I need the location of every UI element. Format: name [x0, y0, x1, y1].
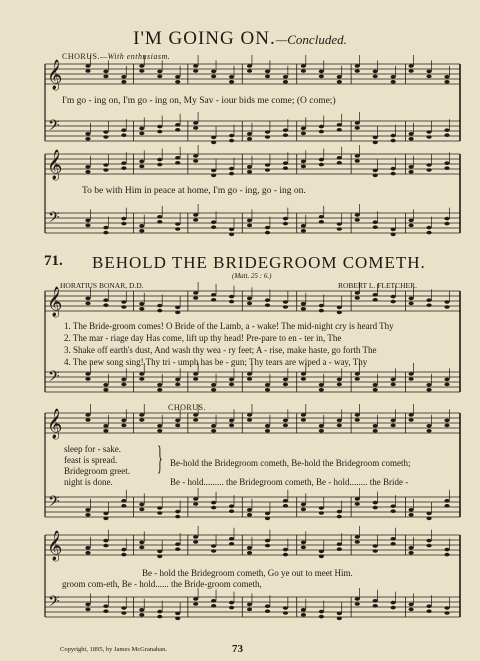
chorus-lyrics-b: Be - hold......... the Bridegroom cometh, Be - hold........ the Bride -	[170, 477, 409, 487]
treble-notes-2	[85, 145, 449, 177]
page-number: 73	[232, 643, 243, 655]
bass-notes-2	[85, 204, 449, 236]
chorus-label-1	[62, 52, 170, 61]
treble-clef-4: 𝄞	[47, 409, 63, 439]
lyrics-line-2: To be with Him in peace at home, I'm go - ing, go - ing on.	[82, 186, 306, 196]
lyrics-bottom-a: Be - hold the Bridegroom cometh, Go ye out to meet Him.	[142, 568, 353, 578]
bass-staff-2	[45, 213, 460, 233]
treble-notes-5	[85, 526, 449, 558]
treble-clef-1: 𝄞	[47, 60, 63, 90]
verse-brace: }	[157, 440, 163, 477]
chorus-direction: —With enthusiasm.	[99, 52, 171, 61]
lyrics-line-1: I'm go - ing on, I'm go - ing on, My Sav - iour bids me come; (O come;)	[62, 96, 336, 106]
lyrics-bottom-b: groom com-eth, Be - hold...... the Bride-groom cometh,	[62, 579, 262, 589]
treble-clef-5: 𝄞	[47, 531, 63, 561]
verse-4: 4. The new song sing! Thy tri - umph has be - gun; Thy tears are wiped a - way, Thy	[64, 357, 368, 367]
treble-clef-2: 𝄞	[47, 150, 63, 180]
bass-clef-2: 𝄢	[48, 209, 60, 230]
chorus-lyrics-a: Be-hold the Bridegroom cometh, Be-hold the Bridegroom cometh;	[170, 458, 411, 468]
verse-ending-4: night is done.	[64, 477, 113, 487]
bass-notes-5	[85, 588, 449, 620]
bass-notes-4	[85, 488, 449, 520]
copyright-notice: Copyright, 1895, by James McGranahan.	[60, 646, 168, 653]
verse-ending-3: Bridegroom greet.	[64, 466, 130, 476]
verse-3: 3. Shake off earth's dust, And wash thy wea - ry feet; A - rise, make haste, go forth The	[64, 345, 377, 355]
bass-clef-5: 𝄢	[48, 593, 60, 614]
bass-clef-1: 𝄢	[48, 117, 60, 138]
verse-2: 2. The mar - riage day Has come, lift up thy head! Pre-pare to en - ter in, The	[64, 333, 342, 343]
bass-notes-1	[85, 112, 449, 144]
song-title-text: I'M GOING ON.	[133, 28, 276, 49]
bass-clef-3: 𝄢	[48, 368, 60, 389]
composer-credit: ROBERT L. FLETCHER.	[338, 281, 417, 290]
scripture-reference: (Matt. 25 : 6.)	[232, 272, 272, 280]
hymn-number: 71.	[44, 253, 63, 269]
song-title	[0, 28, 480, 50]
author-credit: HORATIUS BONAR, D.D.	[60, 281, 144, 290]
treble-staff-1	[45, 64, 460, 84]
chorus-label-2: CHORUS.	[168, 403, 206, 412]
bass-clef-4: 𝄢	[48, 493, 60, 514]
chorus-label-text: CHORUS.	[62, 52, 100, 61]
treble-clef-3: 𝄞	[47, 287, 63, 317]
verse-ending-1: sleep for - sake.	[64, 444, 121, 454]
verse-ending-2: feast is spread.	[64, 455, 118, 465]
hymn-title: BEHOLD THE BRIDEGROOM COMETH.	[92, 253, 426, 272]
song-title-suffix: —Concluded.	[275, 32, 347, 47]
verse-1: 1. The Bride-groom comes! O Bride of the Lamb, a - wake! The mid-night cry is heard Thy	[64, 321, 394, 331]
